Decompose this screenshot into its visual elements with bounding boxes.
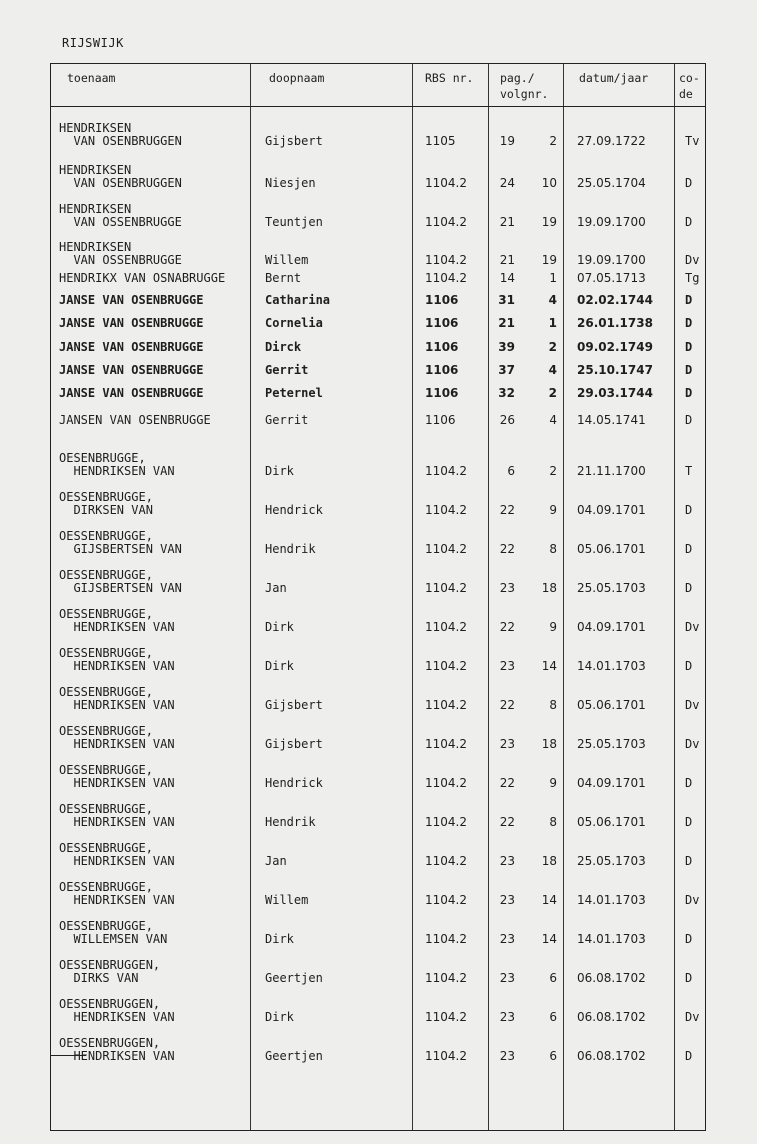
toenaam-cell: JANSE VAN OSENBRUGGE [59, 316, 204, 330]
pag-cell: 23 [499, 659, 515, 673]
code-cell: T [685, 464, 693, 478]
doopnaam-cell: Gijsbert [265, 698, 323, 712]
toenaam-cell: OESSENBRUGGE, HENDRIKSEN VAN [59, 763, 175, 790]
rbs-cell: 1104.2 [425, 503, 467, 517]
doopnaam-cell: Bernt [265, 271, 302, 285]
volgnr-cell: 6 [549, 1049, 557, 1063]
pag-cell: 22 [499, 503, 515, 517]
toenaam-cell: JANSEN VAN OSENBRUGGE [59, 413, 211, 427]
volgnr-cell: 18 [541, 581, 557, 595]
toenaam-cell: JANSE VAN OSENBRUGGE [59, 340, 204, 354]
code-cell: D [685, 340, 693, 354]
pag-cell: 23 [499, 1049, 515, 1063]
rbs-cell: 1105 [425, 134, 456, 148]
volgnr-cell: 2 [549, 464, 557, 478]
code-cell: D [685, 316, 693, 330]
toenaam-cell: OESSENBRUGGE, GIJSBERTSEN VAN [59, 568, 182, 595]
code-cell: D [685, 413, 693, 427]
datum-cell: 02.02.1744 [577, 293, 653, 307]
header-rbs: RBS nr. [425, 71, 474, 85]
volgnr-cell: 19 [541, 215, 557, 229]
volgnr-cell: 10 [541, 176, 557, 190]
doopnaam-cell: Gijsbert [265, 134, 323, 148]
doopnaam-cell: Gerrit [265, 413, 309, 427]
rbs-cell: 1104.2 [425, 659, 467, 673]
rbs-cell: 1104.2 [425, 1049, 467, 1063]
volgnr-cell: 1 [548, 316, 557, 330]
toenaam-cell: OESSENBRUGGE, HENDRIKSEN VAN [59, 724, 175, 751]
code-cell: D [685, 776, 693, 790]
toenaam-cell: OESSENBRUGGE, HENDRIKSEN VAN [59, 685, 175, 712]
doopnaam-cell: Cornelia [265, 316, 323, 330]
doopnaam-cell: Willem [265, 253, 309, 267]
toenaam-cell: HENDRIKSEN VAN OSENBRUGGEN [59, 163, 182, 190]
doopnaam-cell: Dirk [265, 464, 294, 478]
volgnr-cell: 8 [549, 815, 557, 829]
header-code: co- de [679, 71, 700, 101]
rbs-cell: 1104.2 [425, 176, 467, 190]
rbs-cell: 1104.2 [425, 620, 467, 634]
rbs-cell: 1104.2 [425, 932, 467, 946]
column-divider [250, 64, 251, 1130]
code-cell: D [685, 386, 693, 400]
pag-cell: 31 [498, 293, 515, 307]
datum-cell: 04.09.1701 [577, 620, 646, 634]
rbs-cell: 1106 [425, 340, 459, 354]
code-cell: D [685, 503, 693, 517]
datum-cell: 21.11.1700 [577, 464, 646, 478]
pag-cell: 23 [499, 932, 515, 946]
pag-cell: 22 [499, 698, 515, 712]
pag-cell: 19 [499, 134, 515, 148]
code-cell: D [685, 293, 693, 307]
header-datum: datum/jaar [579, 71, 649, 85]
volgnr-cell: 6 [549, 971, 557, 985]
doopnaam-cell: Hendrik [265, 815, 316, 829]
toenaam-cell: OESSENBRUGGE, DIRKSEN VAN [59, 490, 153, 517]
rbs-cell: 1104.2 [425, 464, 467, 478]
volgnr-cell: 18 [541, 737, 557, 751]
volgnr-cell: 9 [549, 776, 557, 790]
rbs-cell: 1104.2 [425, 271, 467, 285]
pag-cell: 32 [498, 386, 515, 400]
datum-cell: 09.02.1749 [577, 340, 653, 354]
pag-cell: 21 [499, 215, 515, 229]
volgnr-cell: 8 [549, 542, 557, 556]
datum-cell: 06.08.1702 [577, 1010, 646, 1024]
datum-cell: 29.03.1744 [577, 386, 653, 400]
datum-cell: 04.09.1701 [577, 503, 646, 517]
toenaam-cell: OESENBRUGGE, HENDRIKSEN VAN [59, 451, 175, 478]
code-cell: D [685, 176, 693, 190]
volgnr-cell: 4 [548, 293, 557, 307]
doopnaam-cell: Hendrick [265, 503, 323, 517]
header-toenaam: toenaam [67, 71, 116, 85]
doopnaam-cell: Geertjen [265, 971, 323, 985]
toenaam-cell: OESSENBRUGGEN, HENDRIKSEN VAN [59, 997, 175, 1024]
pag-cell: 23 [499, 581, 515, 595]
rbs-cell: 1106 [425, 293, 459, 307]
datum-cell: 25.10.1747 [577, 363, 653, 377]
toenaam-cell: HENDRIKSEN VAN OSSENBRUGGE [59, 240, 182, 267]
rbs-cell: 1106 [425, 363, 459, 377]
volgnr-cell: 4 [548, 363, 557, 377]
column-divider [412, 64, 413, 1130]
doopnaam-cell: Hendrik [265, 542, 316, 556]
rbs-cell: 1106 [425, 413, 456, 427]
pag-cell: 14 [499, 271, 515, 285]
volgnr-cell: 14 [541, 893, 557, 907]
datum-cell: 05.06.1701 [577, 815, 646, 829]
volgnr-cell: 8 [549, 698, 557, 712]
code-cell: D [685, 581, 693, 595]
pag-cell: 23 [499, 971, 515, 985]
code-cell: Tv [685, 134, 700, 148]
code-cell: D [685, 542, 693, 556]
pag-cell: 23 [499, 737, 515, 751]
rbs-cell: 1104.2 [425, 1010, 467, 1024]
column-divider [674, 64, 675, 1130]
code-cell: D [685, 1049, 693, 1063]
datum-cell: 06.08.1702 [577, 1049, 646, 1063]
pag-cell: 26 [499, 413, 515, 427]
toenaam-cell: OESSENBRUGGE, HENDRIKSEN VAN [59, 802, 175, 829]
pag-cell: 22 [499, 815, 515, 829]
datum-cell: 05.06.1701 [577, 542, 646, 556]
toenaam-cell: OESSENBRUGGEN, DIRKS VAN [59, 958, 161, 985]
toenaam-cell: OESSENBRUGGE, HENDRIKSEN VAN [59, 646, 175, 673]
rbs-cell: 1104.2 [425, 854, 467, 868]
datum-cell: 25.05.1703 [577, 737, 646, 751]
volgnr-cell: 19 [541, 253, 557, 267]
datum-cell: 27.09.1722 [577, 134, 646, 148]
pag-cell: 22 [499, 776, 515, 790]
datum-cell: 06.08.1702 [577, 971, 646, 985]
code-cell: Dv [685, 253, 700, 267]
rbs-cell: 1104.2 [425, 776, 467, 790]
doopnaam-cell: Gijsbert [265, 737, 323, 751]
volgnr-cell: 1 [549, 271, 557, 285]
doopnaam-cell: Niesjen [265, 176, 316, 190]
doopnaam-cell: Peternel [265, 386, 323, 400]
pag-cell: 23 [499, 1010, 515, 1024]
rbs-cell: 1106 [425, 386, 459, 400]
page-title: RIJSWIJK [62, 36, 124, 50]
code-cell: D [685, 815, 693, 829]
pag-cell: 21 [498, 316, 515, 330]
datum-cell: 05.06.1701 [577, 698, 646, 712]
pag-cell: 22 [499, 620, 515, 634]
doopnaam-cell: Hendrick [265, 776, 323, 790]
header-doopnaam: doopnaam [269, 71, 325, 85]
doopnaam-cell: Jan [265, 854, 287, 868]
doopnaam-cell: Dirk [265, 1010, 294, 1024]
doopnaam-cell: Teuntjen [265, 215, 323, 229]
rbs-cell: 1104.2 [425, 698, 467, 712]
datum-cell: 14.01.1703 [577, 893, 646, 907]
rbs-cell: 1104.2 [425, 542, 467, 556]
code-cell: D [685, 932, 693, 946]
volgnr-cell: 9 [549, 620, 557, 634]
header-divider [51, 106, 705, 107]
code-cell: Dv [685, 620, 700, 634]
toenaam-cell: OESSENBRUGGE, WILLEMSEN VAN [59, 919, 168, 946]
toenaam-cell: OESSENBRUGGE, HENDRIKSEN VAN [59, 880, 175, 907]
register-table [50, 63, 706, 1131]
pag-cell: 37 [498, 363, 515, 377]
toenaam-cell: OESSENBRUGGE, GIJSBERTSEN VAN [59, 529, 182, 556]
pag-cell: 23 [499, 893, 515, 907]
rbs-cell: 1104.2 [425, 737, 467, 751]
doopnaam-cell: Geertjen [265, 1049, 323, 1063]
volgnr-cell: 14 [541, 932, 557, 946]
volgnr-cell: 9 [549, 503, 557, 517]
corner-mark [50, 1055, 86, 1056]
toenaam-cell: JANSE VAN OSENBRUGGE [59, 386, 204, 400]
header-pag-volgnr: pag./ volgnr. [500, 71, 549, 101]
datum-cell: 25.05.1703 [577, 854, 646, 868]
volgnr-cell: 2 [549, 134, 557, 148]
toenaam-cell: OESSENBRUGGE, HENDRIKSEN VAN [59, 607, 175, 634]
volgnr-cell: 2 [548, 386, 557, 400]
datum-cell: 26.01.1738 [577, 316, 653, 330]
datum-cell: 04.09.1701 [577, 776, 646, 790]
rbs-cell: 1104.2 [425, 815, 467, 829]
rbs-cell: 1104.2 [425, 971, 467, 985]
volgnr-cell: 4 [549, 413, 557, 427]
code-cell: D [685, 659, 693, 673]
rbs-cell: 1104.2 [425, 215, 467, 229]
column-divider [563, 64, 564, 1130]
doopnaam-cell: Jan [265, 581, 287, 595]
pag-cell: 23 [499, 854, 515, 868]
rbs-cell: 1104.2 [425, 581, 467, 595]
code-cell: Dv [685, 1010, 700, 1024]
code-cell: D [685, 363, 693, 377]
rbs-cell: 1104.2 [425, 253, 467, 267]
pag-cell: 24 [499, 176, 515, 190]
doopnaam-cell: Willem [265, 893, 309, 907]
doopnaam-cell: Catharina [265, 293, 331, 307]
toenaam-cell: JANSE VAN OSENBRUGGE [59, 363, 204, 377]
datum-cell: 25.05.1704 [577, 176, 646, 190]
code-cell: Dv [685, 698, 700, 712]
volgnr-cell: 2 [548, 340, 557, 354]
datum-cell: 14.01.1703 [577, 932, 646, 946]
toenaam-cell: HENDRIKX VAN OSNABRUGGE [59, 271, 226, 285]
pag-cell: 22 [499, 542, 515, 556]
toenaam-cell: HENDRIKSEN VAN OSENBRUGGEN [59, 121, 182, 148]
code-cell: D [685, 215, 693, 229]
toenaam-cell: OESSENBRUGGE, HENDRIKSEN VAN [59, 841, 175, 868]
datum-cell: 19.09.1700 [577, 253, 646, 267]
datum-cell: 14.01.1703 [577, 659, 646, 673]
datum-cell: 07.05.1713 [577, 271, 646, 285]
pag-cell: 6 [507, 464, 515, 478]
pag-cell: 39 [498, 340, 515, 354]
datum-cell: 19.09.1700 [577, 215, 646, 229]
toenaam-cell: JANSE VAN OSENBRUGGE [59, 293, 204, 307]
code-cell: Dv [685, 893, 700, 907]
volgnr-cell: 6 [549, 1010, 557, 1024]
pag-cell: 21 [499, 253, 515, 267]
volgnr-cell: 18 [541, 854, 557, 868]
code-cell: Dv [685, 737, 700, 751]
volgnr-cell: 14 [541, 659, 557, 673]
rbs-cell: 1106 [425, 316, 459, 330]
code-cell: D [685, 854, 693, 868]
datum-cell: 14.05.1741 [577, 413, 646, 427]
code-cell: D [685, 971, 693, 985]
doopnaam-cell: Dirk [265, 620, 294, 634]
doopnaam-cell: Dirck [265, 340, 302, 354]
doopnaam-cell: Gerrit [265, 363, 309, 377]
code-cell: Tg [685, 271, 700, 285]
datum-cell: 25.05.1703 [577, 581, 646, 595]
rbs-cell: 1104.2 [425, 893, 467, 907]
doopnaam-cell: Dirk [265, 659, 294, 673]
toenaam-cell: OESSENBRUGGEN, HENDRIKSEN VAN [59, 1036, 175, 1063]
doopnaam-cell: Dirk [265, 932, 294, 946]
toenaam-cell: HENDRIKSEN VAN OSSENBRUGGE [59, 202, 182, 229]
